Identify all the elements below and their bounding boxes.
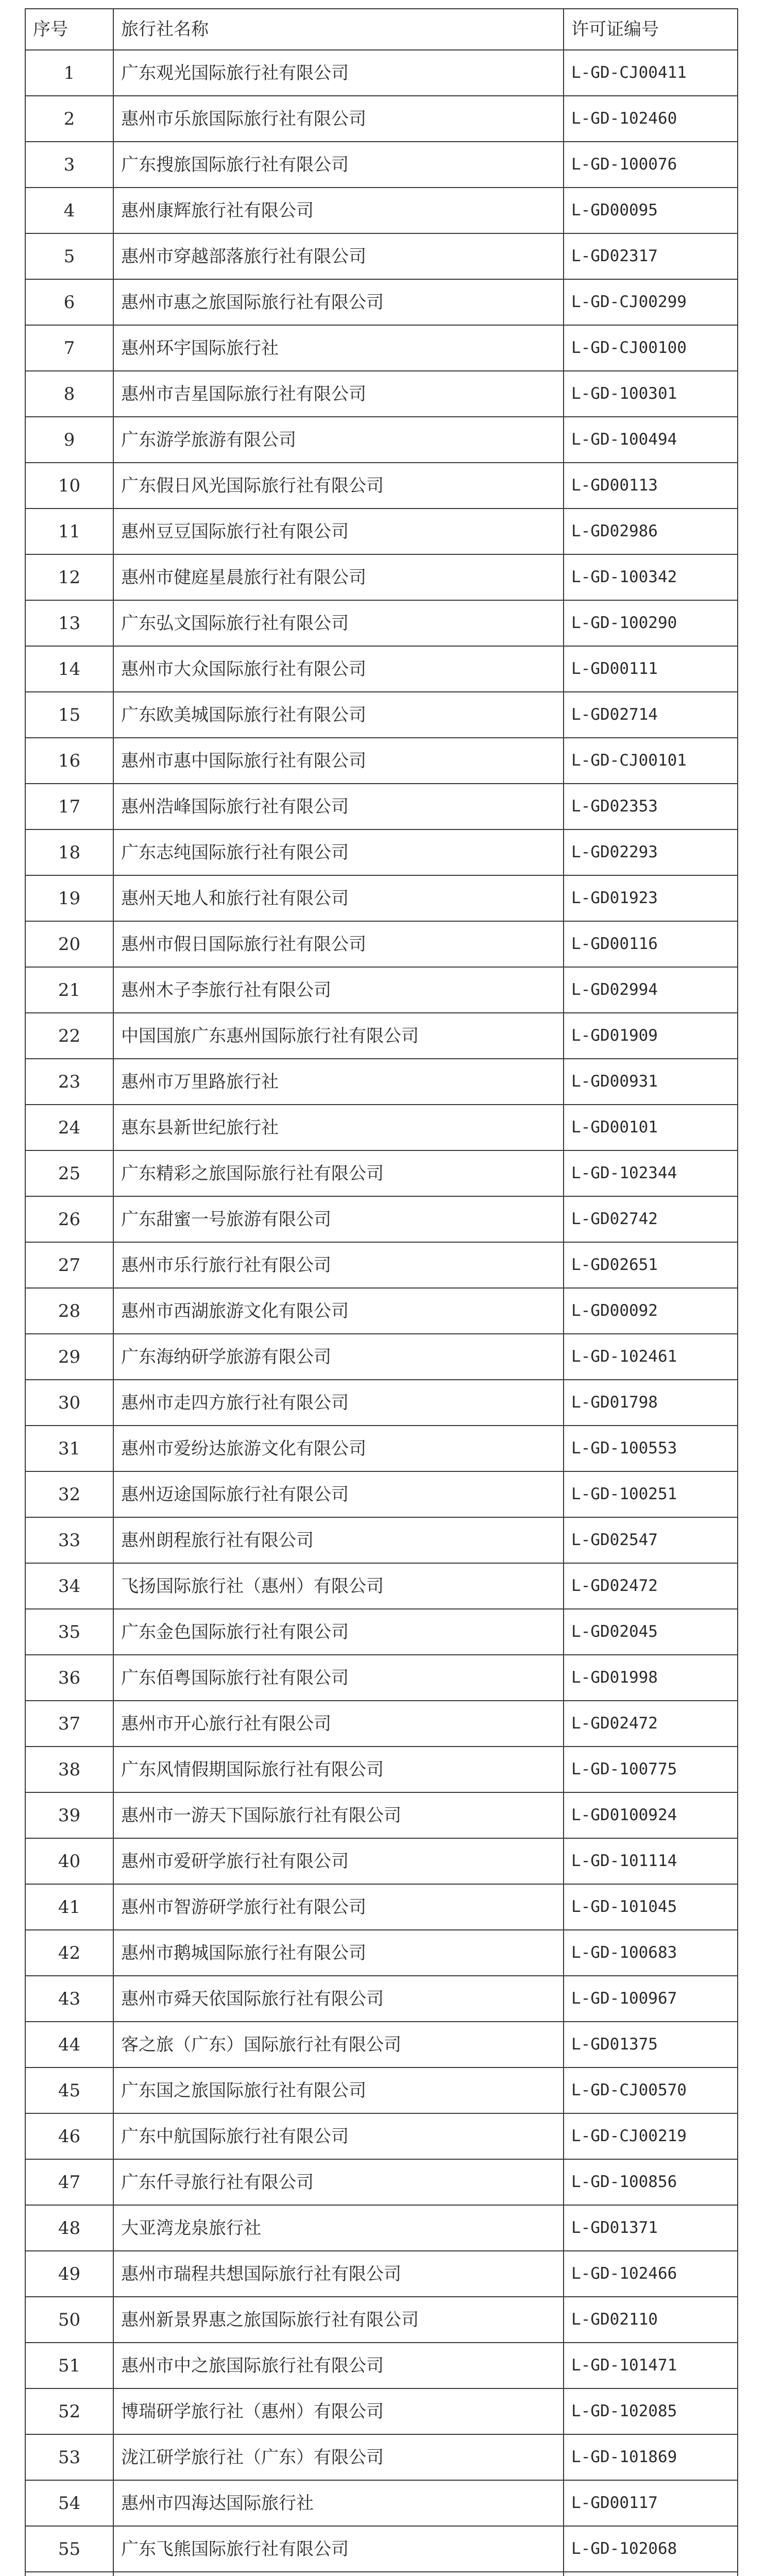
license-number-cell: L-GD-100775: [564, 1747, 738, 1792]
agency-name-cell: 惠州环宇国际旅行社: [113, 325, 564, 371]
table-row: [25, 646, 738, 692]
serial-number-cell: 32: [25, 1471, 113, 1517]
license-number-cell: L-GD-CJ00101: [564, 738, 738, 784]
table-row: [25, 279, 738, 325]
agency-name-cell: 广东弘文国际旅行社有限公司: [113, 600, 564, 646]
serial-number-cell: 18: [25, 829, 113, 875]
agency-name-cell: 惠州市爱纷达旅游文化有限公司: [113, 1426, 564, 1471]
license-number-cell: L-GD02045: [564, 1609, 738, 1655]
license-number-cell: L-GD-100290: [564, 600, 738, 646]
table-row: [25, 1701, 738, 1747]
license-number-cell: L-GD00931: [564, 1059, 738, 1105]
table-row: [25, 2297, 738, 2343]
agency-name-cell: 惠州新景界惠之旅国际旅行社有限公司: [113, 2297, 564, 2343]
agency-name-cell: 惠州市穿越部落旅行社有限公司: [113, 233, 564, 279]
table-row: [25, 2480, 738, 2526]
license-number-cell: L-GD-102466: [564, 2251, 738, 2297]
agency-name-cell: 广东佰粤国际旅行社有限公司: [113, 1655, 564, 1701]
serial-number-cell: 7: [25, 325, 113, 371]
agency-name-cell: 惠州市四海达国际旅行社: [113, 2480, 564, 2526]
table-row: [25, 1196, 738, 1242]
table-row: [25, 233, 738, 279]
license-number-cell: L-GD-100301: [564, 371, 738, 417]
agency-name-cell: 客之旅（广东）国际旅行社有限公司: [113, 2022, 564, 2067]
table-row: [25, 2526, 738, 2572]
agency-name-cell: 广东甜蜜一号旅游有限公司: [113, 1196, 564, 1242]
table-row: [25, 50, 738, 96]
agency-name-cell: 中国国旅广东惠州国际旅行社有限公司: [113, 1013, 564, 1059]
license-number-cell: L-GD-101471: [564, 2343, 738, 2388]
serial-number-cell: 4: [25, 188, 113, 233]
table-row: [25, 1563, 738, 1609]
license-number-cell: L-GD-CJ00570: [564, 2067, 738, 2113]
license-number-cell: L-GD-100494: [564, 417, 738, 463]
table-row: [25, 1150, 738, 1196]
agency-name-cell: 惠州市乐旅国际旅行社有限公司: [113, 96, 564, 142]
serial-number-cell: 24: [25, 1105, 113, 1150]
license-number-cell: L-GD-101869: [564, 2434, 738, 2480]
agency-name-cell: 广东仟寻旅行社有限公司: [113, 2159, 564, 2205]
table-row: [25, 188, 738, 233]
table-row: [25, 142, 738, 188]
license-number-cell: L-GD01923: [564, 875, 738, 921]
serial-number-cell: 36: [25, 1655, 113, 1701]
agency-name-cell: 惠州市惠中国际旅行社有限公司: [113, 738, 564, 784]
header-serial-number: 序号: [25, 9, 113, 50]
serial-number-cell: 12: [25, 554, 113, 600]
agency-name-cell: 广东风情假期国际旅行社有限公司: [113, 1747, 564, 1792]
license-number-cell: L-GD-100553: [564, 1426, 738, 1471]
table-row: [25, 325, 738, 371]
license-number-cell: L-GD02317: [564, 233, 738, 279]
table-row: [25, 1426, 738, 1471]
license-number-cell: L-GD-100076: [564, 142, 738, 188]
table-row: [25, 2067, 738, 2113]
table-row: [25, 2434, 738, 2480]
agency-name-cell: 广东精彩之旅国际旅行社有限公司: [113, 1150, 564, 1196]
agency-name-cell: 广东海纳研学旅游有限公司: [113, 1334, 564, 1380]
table-row: [25, 417, 738, 463]
table-row: [25, 1930, 738, 1976]
agency-name-cell: 惠州市假日国际旅行社有限公司: [113, 921, 564, 967]
table-row: [25, 1288, 738, 1334]
agency-name-cell: 泷江研学旅行社（广东）有限公司: [113, 2434, 564, 2480]
agency-name-cell: 惠州市万里路旅行社: [113, 1059, 564, 1105]
agency-name-cell: 惠州浩峰国际旅行社有限公司: [113, 784, 564, 829]
table-row: [25, 692, 738, 738]
serial-number-cell: 47: [25, 2159, 113, 2205]
serial-number-cell: 44: [25, 2022, 113, 2067]
table-row: [25, 2388, 738, 2434]
license-number-cell: L-GD0100924: [564, 1792, 738, 1838]
license-number-cell: L-GD-CJ00219: [564, 2113, 738, 2159]
agency-name-cell: 惠州市爱研学旅行社有限公司: [113, 1838, 564, 1884]
license-number-cell: L-GD02547: [564, 1517, 738, 1563]
agency-name-cell: 惠州市大众国际旅行社有限公司: [113, 646, 564, 692]
serial-number-cell: 26: [25, 1196, 113, 1242]
agency-name-cell: 惠州市瑞程共想国际旅行社有限公司: [113, 2251, 564, 2297]
agency-name-cell: 惠州市西湖旅游文化有限公司: [113, 1288, 564, 1334]
serial-number-cell: 33: [25, 1517, 113, 1563]
serial-number-cell: 19: [25, 875, 113, 921]
agency-name-cell: 惠州市开心旅行社有限公司: [113, 1701, 564, 1747]
table-row: [25, 2343, 738, 2388]
license-number-cell: L-GD00095: [564, 188, 738, 233]
travel-agency-table: [25, 8, 738, 2576]
agency-name-cell: 惠州市走四方旅行社有限公司: [113, 1380, 564, 1426]
license-number-cell: L-GD00101: [564, 1105, 738, 1150]
license-number-cell: L-GD-100683: [564, 1930, 738, 1976]
agency-name-cell: 惠州木子李旅行社有限公司: [113, 967, 564, 1013]
header-row: [25, 9, 738, 50]
table-row: [25, 600, 738, 646]
table-row: [25, 2022, 738, 2067]
agency-name-cell: 惠州市一游天下国际旅行社有限公司: [113, 1792, 564, 1838]
agency-name-cell: 惠州康辉旅行社有限公司: [113, 188, 564, 233]
license-number-cell: L-GD-100342: [564, 554, 738, 600]
license-number-cell: L-GD00113: [564, 463, 738, 509]
serial-number-cell: 29: [25, 1334, 113, 1380]
license-number-cell: L-GD-CJ00299: [564, 279, 738, 325]
serial-number-cell: 52: [25, 2388, 113, 2434]
serial-number-cell: 17: [25, 784, 113, 829]
agency-name-cell: 惠州市健庭星晨旅行社有限公司: [113, 554, 564, 600]
agency-name-cell: 惠州市舜天依国际旅行社有限公司: [113, 1976, 564, 2022]
serial-number-cell: 8: [25, 371, 113, 417]
agency-name-cell: 惠州市惠之旅国际旅行社有限公司: [113, 279, 564, 325]
license-number-cell: L-GD-102085: [564, 2388, 738, 2434]
table-row: [25, 1655, 738, 1701]
serial-number-cell: 34: [25, 1563, 113, 1609]
serial-number-cell: 38: [25, 1747, 113, 1792]
serial-number-cell: 49: [25, 2251, 113, 2297]
license-number-cell: L-GD01798: [564, 1380, 738, 1426]
serial-number-cell: 9: [25, 417, 113, 463]
serial-number-cell: 51: [25, 2343, 113, 2388]
license-number-cell: L-GD-100251: [564, 1471, 738, 1517]
table-row: [25, 2159, 738, 2205]
license-number-cell: L-GD02994: [564, 967, 738, 1013]
table-row: [25, 1059, 738, 1105]
table-row: [25, 1747, 738, 1792]
table-row: [25, 1471, 738, 1517]
license-number-cell: L-GD-102461: [564, 1334, 738, 1380]
license-number-cell: L-GD-100967: [564, 1976, 738, 2022]
table-row: [25, 1517, 738, 1563]
serial-number-cell: 10: [25, 463, 113, 509]
serial-number-cell: 21: [25, 967, 113, 1013]
table-body: [25, 50, 738, 2576]
serial-number-cell: 30: [25, 1380, 113, 1426]
agency-name-cell: 广东欧美城国际旅行社有限公司: [113, 692, 564, 738]
serial-number-cell: 50: [25, 2297, 113, 2343]
serial-number-cell: 14: [25, 646, 113, 692]
table-row: [25, 371, 738, 417]
serial-number-cell: 16: [25, 738, 113, 784]
serial-number-cell: 2: [25, 96, 113, 142]
license-number-cell: L-GD00092: [564, 1288, 738, 1334]
serial-number-cell: 23: [25, 1059, 113, 1105]
table-header: [25, 9, 738, 50]
table-row: [25, 1105, 738, 1150]
agency-name-cell: 惠东县新世纪旅行社: [113, 1105, 564, 1150]
license-number-cell: L-GD02472: [564, 1563, 738, 1609]
serial-number-cell: 42: [25, 1930, 113, 1976]
license-number-cell: L-GD-CJ00100: [564, 325, 738, 371]
license-number-cell: L-GD01998: [564, 1655, 738, 1701]
serial-number-cell: 53: [25, 2434, 113, 2480]
agency-name-cell: 惠州天地人和旅行社有限公司: [113, 875, 564, 921]
agency-name-cell: 惠州豆豆国际旅行社有限公司: [113, 509, 564, 554]
serial-number-cell: 1: [25, 50, 113, 96]
table-row: [25, 738, 738, 784]
agency-name-cell: 广东飞熊国际旅行社有限公司: [113, 2526, 564, 2572]
agency-name-cell: 广东搜旅国际旅行社有限公司: [113, 142, 564, 188]
license-number-cell: L-GD02742: [564, 1196, 738, 1242]
license-number-cell: L-GD02651: [564, 1242, 738, 1288]
agency-name-cell: 惠州市乐行旅行社有限公司: [113, 1242, 564, 1288]
serial-number-cell: 22: [25, 1013, 113, 1059]
header-agency-name: 旅行社名称: [113, 9, 564, 50]
serial-number-cell: 35: [25, 1609, 113, 1655]
license-number-cell: L-GD02472: [564, 1701, 738, 1747]
license-number-cell: L-GD-CJ00411: [564, 50, 738, 96]
license-number-cell: L-GD00116: [564, 921, 738, 967]
license-number-cell: L-GD01371: [564, 2205, 738, 2251]
serial-number-cell: 15: [25, 692, 113, 738]
agency-name-cell: 广东金色国际旅行社有限公司: [113, 1609, 564, 1655]
serial-number-cell: 37: [25, 1701, 113, 1747]
license-number-cell: L-GD00111: [564, 646, 738, 692]
serial-number-cell: 41: [25, 1884, 113, 1930]
agency-name-cell: 博瑞研学旅行社（惠州）有限公司: [113, 2388, 564, 2434]
serial-number-cell: 28: [25, 1288, 113, 1334]
agency-name-cell: [113, 2572, 564, 2576]
table-row: [25, 1838, 738, 1884]
license-number-cell: L-GD01909: [564, 1013, 738, 1059]
table-row: [25, 554, 738, 600]
serial-number-cell: 3: [25, 142, 113, 188]
agency-name-cell: 广东假日风光国际旅行社有限公司: [113, 463, 564, 509]
table-row: [25, 1380, 738, 1426]
agency-name-cell: 惠州迈途国际旅行社有限公司: [113, 1471, 564, 1517]
serial-number-cell: 46: [25, 2113, 113, 2159]
serial-number-cell: 39: [25, 1792, 113, 1838]
serial-number-cell: 5: [25, 233, 113, 279]
table-row: [25, 1609, 738, 1655]
license-number-cell: L-GD02714: [564, 692, 738, 738]
agency-name-cell: 广东志纯国际旅行社有限公司: [113, 829, 564, 875]
license-number-cell: L-GD02293: [564, 829, 738, 875]
serial-number-cell: 20: [25, 921, 113, 967]
table-row: [25, 2572, 738, 2576]
agency-name-cell: 广东观光国际旅行社有限公司: [113, 50, 564, 96]
license-number-cell: L-GD02110: [564, 2297, 738, 2343]
table-row: [25, 784, 738, 829]
agency-name-cell: 大亚湾龙泉旅行社: [113, 2205, 564, 2251]
table-row: [25, 1976, 738, 2022]
serial-number-cell: [25, 2572, 113, 2576]
table-row: [25, 921, 738, 967]
agency-name-cell: 惠州市鹅城国际旅行社有限公司: [113, 1930, 564, 1976]
table-row: [25, 967, 738, 1013]
table-row: [25, 829, 738, 875]
agency-name-cell: 惠州市智游研学旅行社有限公司: [113, 1884, 564, 1930]
agency-name-cell: 广东国之旅国际旅行社有限公司: [113, 2067, 564, 2113]
table-row: [25, 1334, 738, 1380]
header-license-number: 许可证编号: [564, 9, 738, 50]
serial-number-cell: 55: [25, 2526, 113, 2572]
license-number-cell: L-GD-101114: [564, 1838, 738, 1884]
agency-name-cell: 惠州市中之旅国际旅行社有限公司: [113, 2343, 564, 2388]
table-row: [25, 2251, 738, 2297]
table-row: [25, 1013, 738, 1059]
serial-number-cell: 48: [25, 2205, 113, 2251]
agency-name-cell: 惠州市吉星国际旅行社有限公司: [113, 371, 564, 417]
license-number-cell: L-GD-102068: [564, 2526, 738, 2572]
table-row: [25, 1242, 738, 1288]
license-number-cell: L-GD00117: [564, 2480, 738, 2526]
serial-number-cell: 6: [25, 279, 113, 325]
serial-number-cell: 31: [25, 1426, 113, 1471]
license-number-cell: L-GD-100856: [564, 2159, 738, 2205]
table-row: [25, 509, 738, 554]
serial-number-cell: 54: [25, 2480, 113, 2526]
table-row: [25, 2113, 738, 2159]
table-row: [25, 1792, 738, 1838]
agency-name-cell: 广东中航国际旅行社有限公司: [113, 2113, 564, 2159]
license-number-cell: L-GD-102344: [564, 1150, 738, 1196]
license-number-cell: L-GD01375: [564, 2022, 738, 2067]
table-row: [25, 1884, 738, 1930]
serial-number-cell: 11: [25, 509, 113, 554]
serial-number-cell: 43: [25, 1976, 113, 2022]
license-number-cell: L-GD02353: [564, 784, 738, 829]
agency-name-cell: 广东游学旅游有限公司: [113, 417, 564, 463]
serial-number-cell: 45: [25, 2067, 113, 2113]
table-row: [25, 2205, 738, 2251]
table-row: [25, 96, 738, 142]
agency-name-cell: 飞扬国际旅行社（惠州）有限公司: [113, 1563, 564, 1609]
table-row: [25, 463, 738, 509]
serial-number-cell: 13: [25, 600, 113, 646]
license-number-cell: L-GD-102460: [564, 96, 738, 142]
serial-number-cell: 40: [25, 1838, 113, 1884]
license-number-cell: L-GD02986: [564, 509, 738, 554]
table-row: [25, 875, 738, 921]
license-number-cell: L-GD-101045: [564, 1884, 738, 1930]
agency-name-cell: 惠州朗程旅行社有限公司: [113, 1517, 564, 1563]
serial-number-cell: 25: [25, 1150, 113, 1196]
license-number-cell: [564, 2572, 738, 2576]
serial-number-cell: 27: [25, 1242, 113, 1288]
